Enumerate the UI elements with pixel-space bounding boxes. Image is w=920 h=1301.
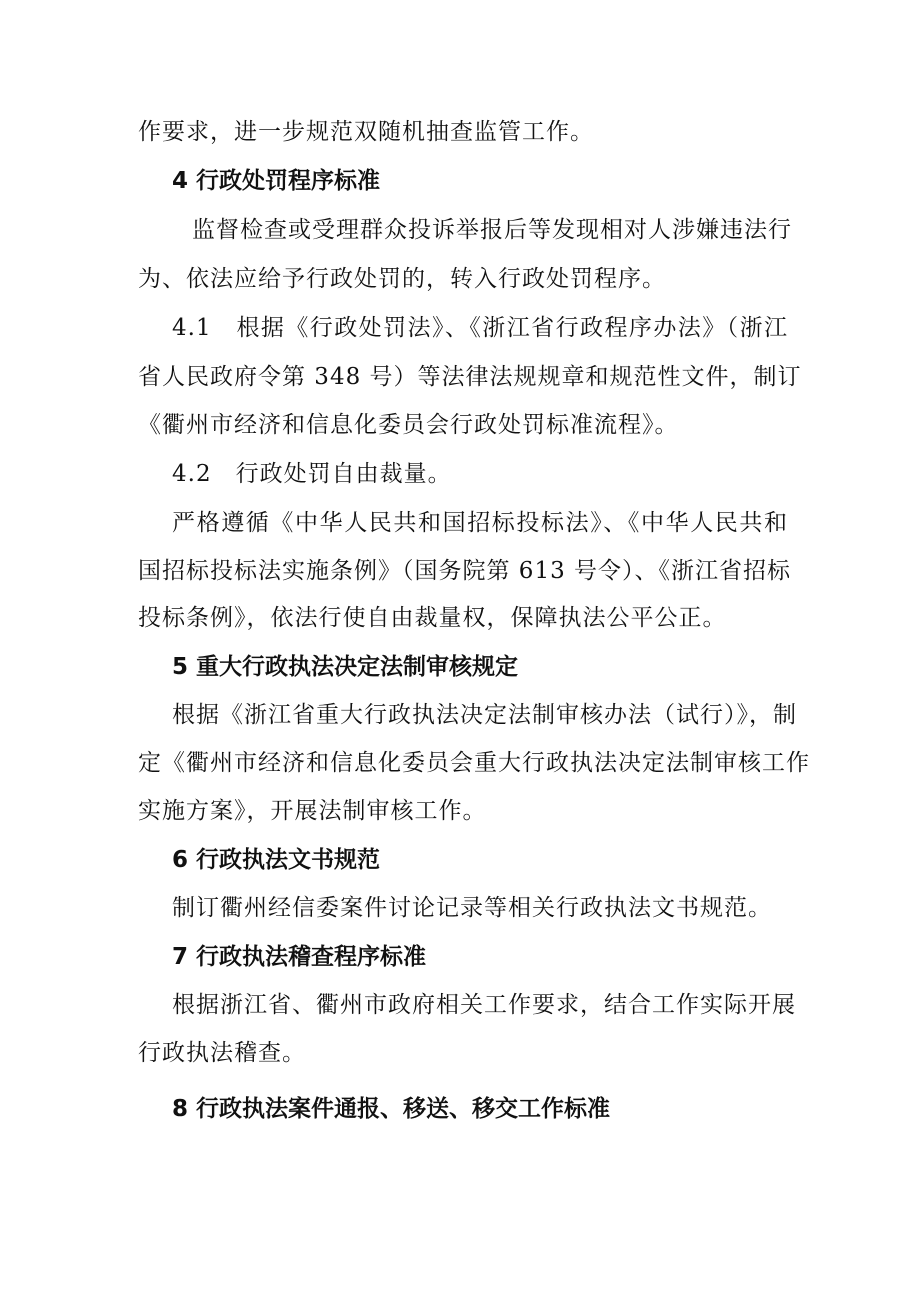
- section-heading-5: 5 重大行政执法决定法制审核规定: [172, 654, 519, 680]
- paragraph-line: 监督检查或受理群众投诉举报后等发现相对人涉嫌违法行: [192, 217, 792, 243]
- paragraph-line: 为、依法应给予行政处罚的，转入行政处罚程序。: [138, 266, 666, 292]
- section-heading-8: 8 行政执法案件通报、移送、移交工作标准: [172, 1096, 611, 1122]
- paragraph-line: 根据浙江省、衢州市政府相关工作要求，结合工作实际开展: [172, 992, 796, 1018]
- paragraph-line: 省人民政府令第 348 号）等法律法规规章和规范性文件，制订: [138, 364, 802, 390]
- paragraph-line: 国招标投标法实施条例》（国务院第 613 号令）、《浙江省招标: [138, 558, 792, 584]
- section-heading-4: 4 行政处罚程序标准: [172, 168, 381, 194]
- paragraph-line: 行政执法稽查。: [138, 1040, 306, 1066]
- paragraph-line: 投标条例》，依法行使自由裁量权，保障执法公平公正。: [138, 605, 727, 631]
- paragraph-line: 实施方案》，开展法制审核工作。: [138, 798, 487, 824]
- section-heading-7: 7 行政执法稽查程序标准: [172, 944, 427, 970]
- paragraph-line: 严格遵循《中华人民共和国招标投标法》、《中华人民共和: [172, 510, 788, 536]
- paragraph-line: 4.1 根据《行政处罚法》、《浙江省行政程序办法》（浙江: [172, 315, 788, 341]
- paragraph-line: 根据《浙江省重大行政执法决定法制审核办法（试行）》，制: [172, 702, 797, 728]
- section-heading-6: 6 行政执法文书规范: [172, 847, 381, 873]
- paragraph-line: 制订衢州经信委案件讨论记录等相关行政执法文书规范。: [172, 895, 772, 921]
- paragraph-line: 《衢州市经济和信息化委员会行政处罚标准流程》。: [138, 412, 679, 438]
- subsection-heading-4-2: 4.2 行政处罚自由裁量。: [172, 461, 452, 487]
- paragraph-line: 定《衢州市经济和信息化委员会重大行政执法决定法制审核工作: [138, 750, 810, 776]
- paragraph-line: 作要求，进一步规范双随机抽查监管工作。: [138, 119, 594, 145]
